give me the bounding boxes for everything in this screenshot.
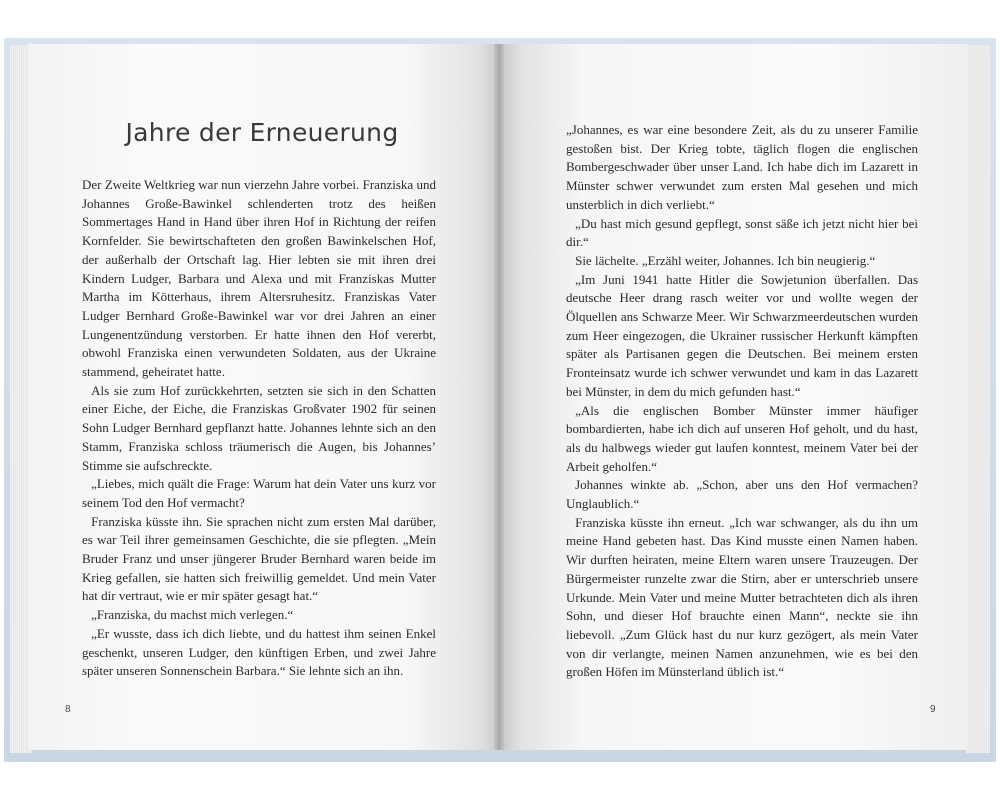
left-page-text <box>82 176 436 681</box>
paragraph: „Liebes, mich quält die Frage: Warum hat dein Vater uns kurz vor seinem Tod den Hof vermacht? <box>82 476 436 510</box>
page-stack-right <box>966 45 990 753</box>
paragraph: „Franziska, du machst mich verlegen.“ <box>91 607 294 623</box>
paragraph: Franziska küsste ihn. Sie sprachen nicht zum ersten Mal darüber, es war Teil ihrer gemeinsamen Geschichte, die sie pflegten. „Mein Bruder Franz und unser jüngerer Bruder Bernhard waren beide im Krieg gefallen, sie hatten sich freiwillig gemeldet. Und mein Vater hat dir vertraut, wie er mir später gesagt hat.“ <box>82 513 436 604</box>
paragraph: Johannes winkte ab. „Schon, aber uns den Hof vermachen? Unglaublich.“ <box>566 477 918 512</box>
paragraph: „Als die englischen Bomber Münster immer häufiger bombardierten, habe ich dich auf unseren Hof geholt, und du hast, als du halbwegs wieder gut laufen konntest, meinem Vater bei der Arbeit geholfen.“ <box>566 402 918 474</box>
paragraph: Der Zweite Weltkrieg war nun vierzehn Jahre vorbei. Franziska und Johannes Große-Bawinkel schlenderten trotz des heißen Sommertages Hand in Hand über ihren Hof in Richtung der reifen Kornfelder. Sie bewirtschafteten den großen Bawinkelschen Hof, der außerhalb der Ortschaft lag. Hier lebten sie mit ihren drei Kindern Ludger, Barbara und Alexa und mit Franziskas Mutter Martha im Kötterhaus, ihrem Altersruhesitz. Franziskas Vater Ludger Bernhard Große-Bawinkel war vor drei Jahren an einer Lungenentzündung verstorben. Er hatte ihnen den Hof vererbt, obwohl Franziska einen verwundeten Soldaten, aus der Ukraine stammend, geheiratet hatte. <box>82 177 436 380</box>
paragraph: Franziska küsste ihn erneut. „Ich war schwanger, als du ihn um meine Hand gebeten hast. Das Kind musste einen Namen haben. Wir durften heiraten, meine Eltern waren unsere Trauzeugen. Der Bürgermeister runzelte zwar die Stirn, aber er unterschrieb unsere Urkunde. Mein Vater und meine Mutter betrachteten dich als ihren Sohn, und dieser Hof brauchte einen Mann“, neckte sie ihn liebevoll. „Zum Glück hast du nur kurz gezögert, als mein Vater von dir verlangte, meinen Namen anzunehmen, wie es bei den großen Höfen im Münsterland üblich ist.“ <box>566 514 918 680</box>
paragraph: „Er wusste, dass ich dich liebte, und du hattest ihm seinen Enkel geschenkt, unseren Ludger, den künftigen Erben, und zwei Jahre später unseren Sonnenschein Barbara.“ Sie lehnte sich an ihn. <box>82 625 436 679</box>
page-number-right: 9 <box>930 704 936 715</box>
page-number-left: 8 <box>65 704 71 715</box>
right-page-text <box>566 121 918 682</box>
book-gutter <box>494 44 504 750</box>
paragraph: „Du hast mich gesund gepflegt, sonst säße ich jetzt nicht hier bei dir.“ <box>566 215 918 250</box>
paragraph: „Johannes, es war eine besondere Zeit, als du zu unserer Familie gestoßen bist. Der Krieg tobte, täglich flogen die englischen Bombergeschwader über unser Land. Ich habe dich im Lazarett in Münster schwer verwundet zum ersten Mal gesehen und mich unsterblich in dich verliebt.“ <box>566 122 918 212</box>
paragraph: Sie lächelte. „Erzähl weiter, Johannes. Ich bin neugierig.“ <box>575 252 876 268</box>
chapter-title: Jahre der Erneuerung <box>125 118 399 147</box>
paragraph: Als sie zum Hof zurückkehrten, setzten sie sich in den Schatten einer Eiche, der Eiche, die Franziskas Großvater 1902 für seinen Sohn Ludger Bernhard gepflanzt hatte. Johannes lehnte sich an den Stamm, Franziska schloss träumerisch die Augen, bis Johannes’ Stimme sie aufschreckte. <box>82 382 436 473</box>
paragraph: „Im Juni 1941 hatte Hitler die Sowjetunion überfallen. Das deutsche Heer drang rasch weiter vor und wollte wegen der Ölquellen ans Schwarze Meer. Wir Schwarzmeerdeutschen wurden zum Heer eingezogen, die Ukrainer russischer Herkunft kämpften später als Partisanen gegen die Deutschen. Bei meinem ersten Fronteinsatz wurde ich schwer verwundet und kam in das Lazarett bei Münster, in dem du mich gefunden hast.“ <box>566 271 918 399</box>
